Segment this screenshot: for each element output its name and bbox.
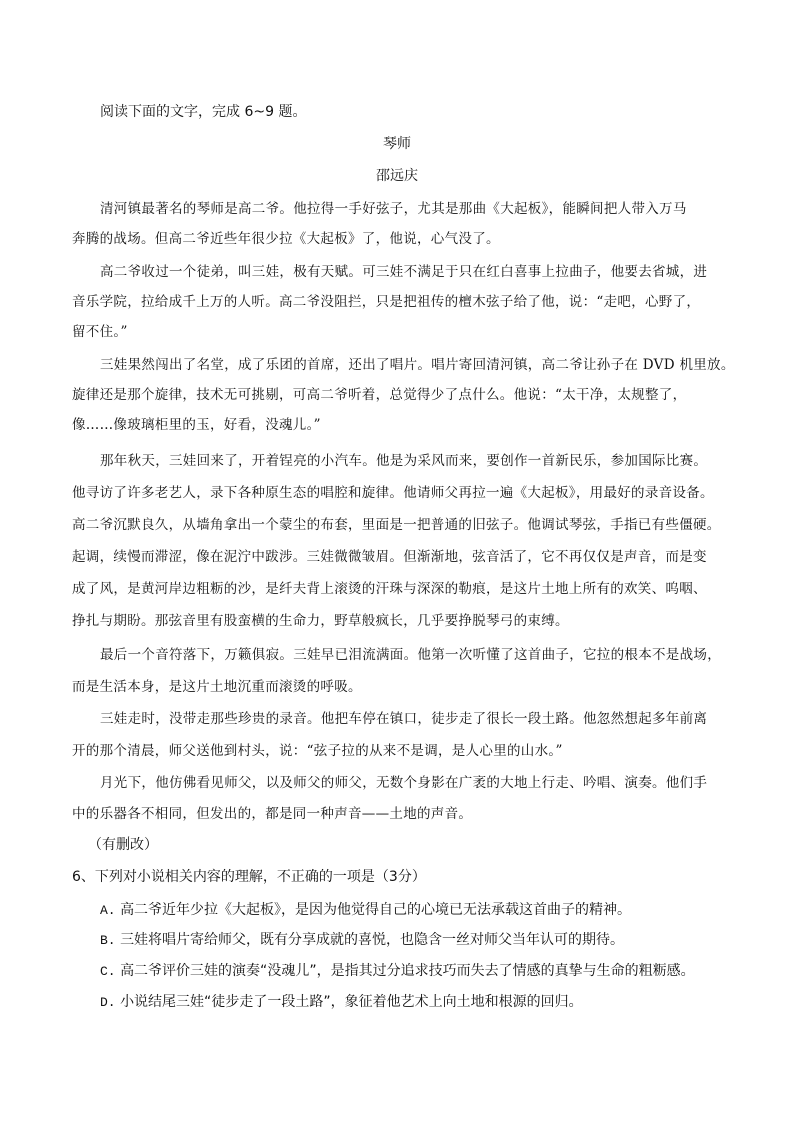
story-line: 留不住。”	[72, 324, 128, 340]
option-letter: C.	[100, 964, 116, 979]
option-letter: A.	[100, 903, 116, 918]
reading-instruction: 阅读下面的文字，完成 6~9 题。	[100, 104, 307, 120]
option-d	[100, 992, 740, 1013]
story-author: 邵远庆	[376, 168, 418, 184]
question-stem: 6、下列对小说相关内容的理解，不正确的一项是（3分）	[72, 869, 426, 885]
story-line: 而是生活本身，是这片土地沉重而滚烫的呼吸。	[72, 679, 362, 695]
story-line: 起调，续慢而滞涩，像在泥泞中跋涉。三娃微微皱眉。但渐渐地，弦音活了，它不再仅仅是声音，而是变	[72, 549, 707, 565]
story-line: 成了风，是黄河岸边粗粝的沙，是纤夫背上滚烫的汗珠与深深的勒痕，是这片土地上所有的欢笑、呜咽、	[72, 581, 707, 597]
story-line: 三娃走时，没带走那些珍贵的录音。他把车停在镇口，徒步走了很长一段土路。他忽然想起多年前离	[100, 711, 708, 727]
story-line: 像……像玻璃柜里的玉，好看，没魂儿。”	[72, 417, 321, 433]
option-text: 高二爷近年少拉《大起板》，是因为他觉得自己的心境已无法承载这首曲子的精神。	[120, 902, 632, 918]
option-b	[100, 930, 740, 951]
story-line: 挣扎与期盼。那弦音里有股蛮横的生命力，野草般疯长，几乎要挣脱琴弓的束缚。	[72, 613, 569, 629]
option-letter: B.	[100, 933, 116, 948]
option-letter: D.	[100, 995, 116, 1010]
story-line: 高二爷沉默良久，从墙角拿出一个蒙尘的布套，里面是一把普通的旧弦子。他调试琴弦，手指已有些僵硬。	[72, 517, 721, 533]
option-a	[100, 900, 740, 921]
story-line: 高二爷收过一个徒弟，叫三娃，极有天赋。可三娃不满足于只在红白喜事上拉曲子，他要去省城，进	[100, 264, 708, 280]
revision-note: （有删改）	[88, 837, 158, 853]
story-line: 三娃果然闯出了名堂，成了乐团的首席，还出了唱片。唱片寄回清河镇，高二爷让孙子在 DVD 机里放。	[100, 357, 735, 373]
story-line: 旋律还是那个旋律，技术无可挑剔，可高二爷听着，总觉得少了点什么。他说：“太干净，太规整了，	[72, 387, 687, 403]
story-line: 那年秋天，三娃回来了，开着锃亮的小汽车。他是为采风而来，要创作一首新民乐，参加国际比赛。	[100, 453, 708, 469]
story-line: 奔腾的战场。但高二爷近些年很少拉《大起板》了，他说，心气没了。	[72, 231, 500, 247]
story-line: 音乐学院，拉给成千上万的人听。高二爷没阻拦，只是把祖传的檀木弦子给了他，说：“走吧，心野了，	[72, 294, 701, 310]
story-line: 最后一个音符落下，万籁俱寂。三娃早已泪流满面。他第一次听懂了这首曲子，它拉的根本不是战场，	[100, 647, 721, 663]
story-line: 清河镇最著名的琴师是高二爷。他拉得一手好弦子，尤其是那曲《大起板》，能瞬间把人带入万马	[100, 201, 687, 217]
story-line: 中的乐器各不相同，但发出的，都是同一种声音——土地的声音。	[72, 806, 473, 822]
story-line: 他寻访了许多老艺人，录下各种原生态的唱腔和旋律。他请师父再拉一遍《大起板》，用最好的录音设备。	[72, 485, 714, 501]
option-c	[100, 961, 740, 982]
option-text: 高二爷评价三娃的演奏“没魂儿”，是指其过分追求技巧而失去了情感的真挚与生命的粗粝感。	[120, 963, 695, 979]
story-title: 琴师	[383, 136, 411, 152]
story-line: 开的那个清晨，师父送他到村头，说：“弦子拉的从来不是调，是人心里的山水。”	[72, 743, 563, 759]
story-line: 月光下，他仿佛看见师父，以及师父的师父，无数个身影在广袤的大地上行走、吟唱、演奏。他们手	[100, 775, 708, 791]
option-text: 三娃将唱片寄给师父，既有分享成就的喜悦，也隐含一丝对师父当年认可的期待。	[120, 932, 625, 948]
option-text: 小说结尾三娃“徒步走了一段土路”，象征着他艺术上向土地和根源的回归。	[120, 994, 583, 1010]
